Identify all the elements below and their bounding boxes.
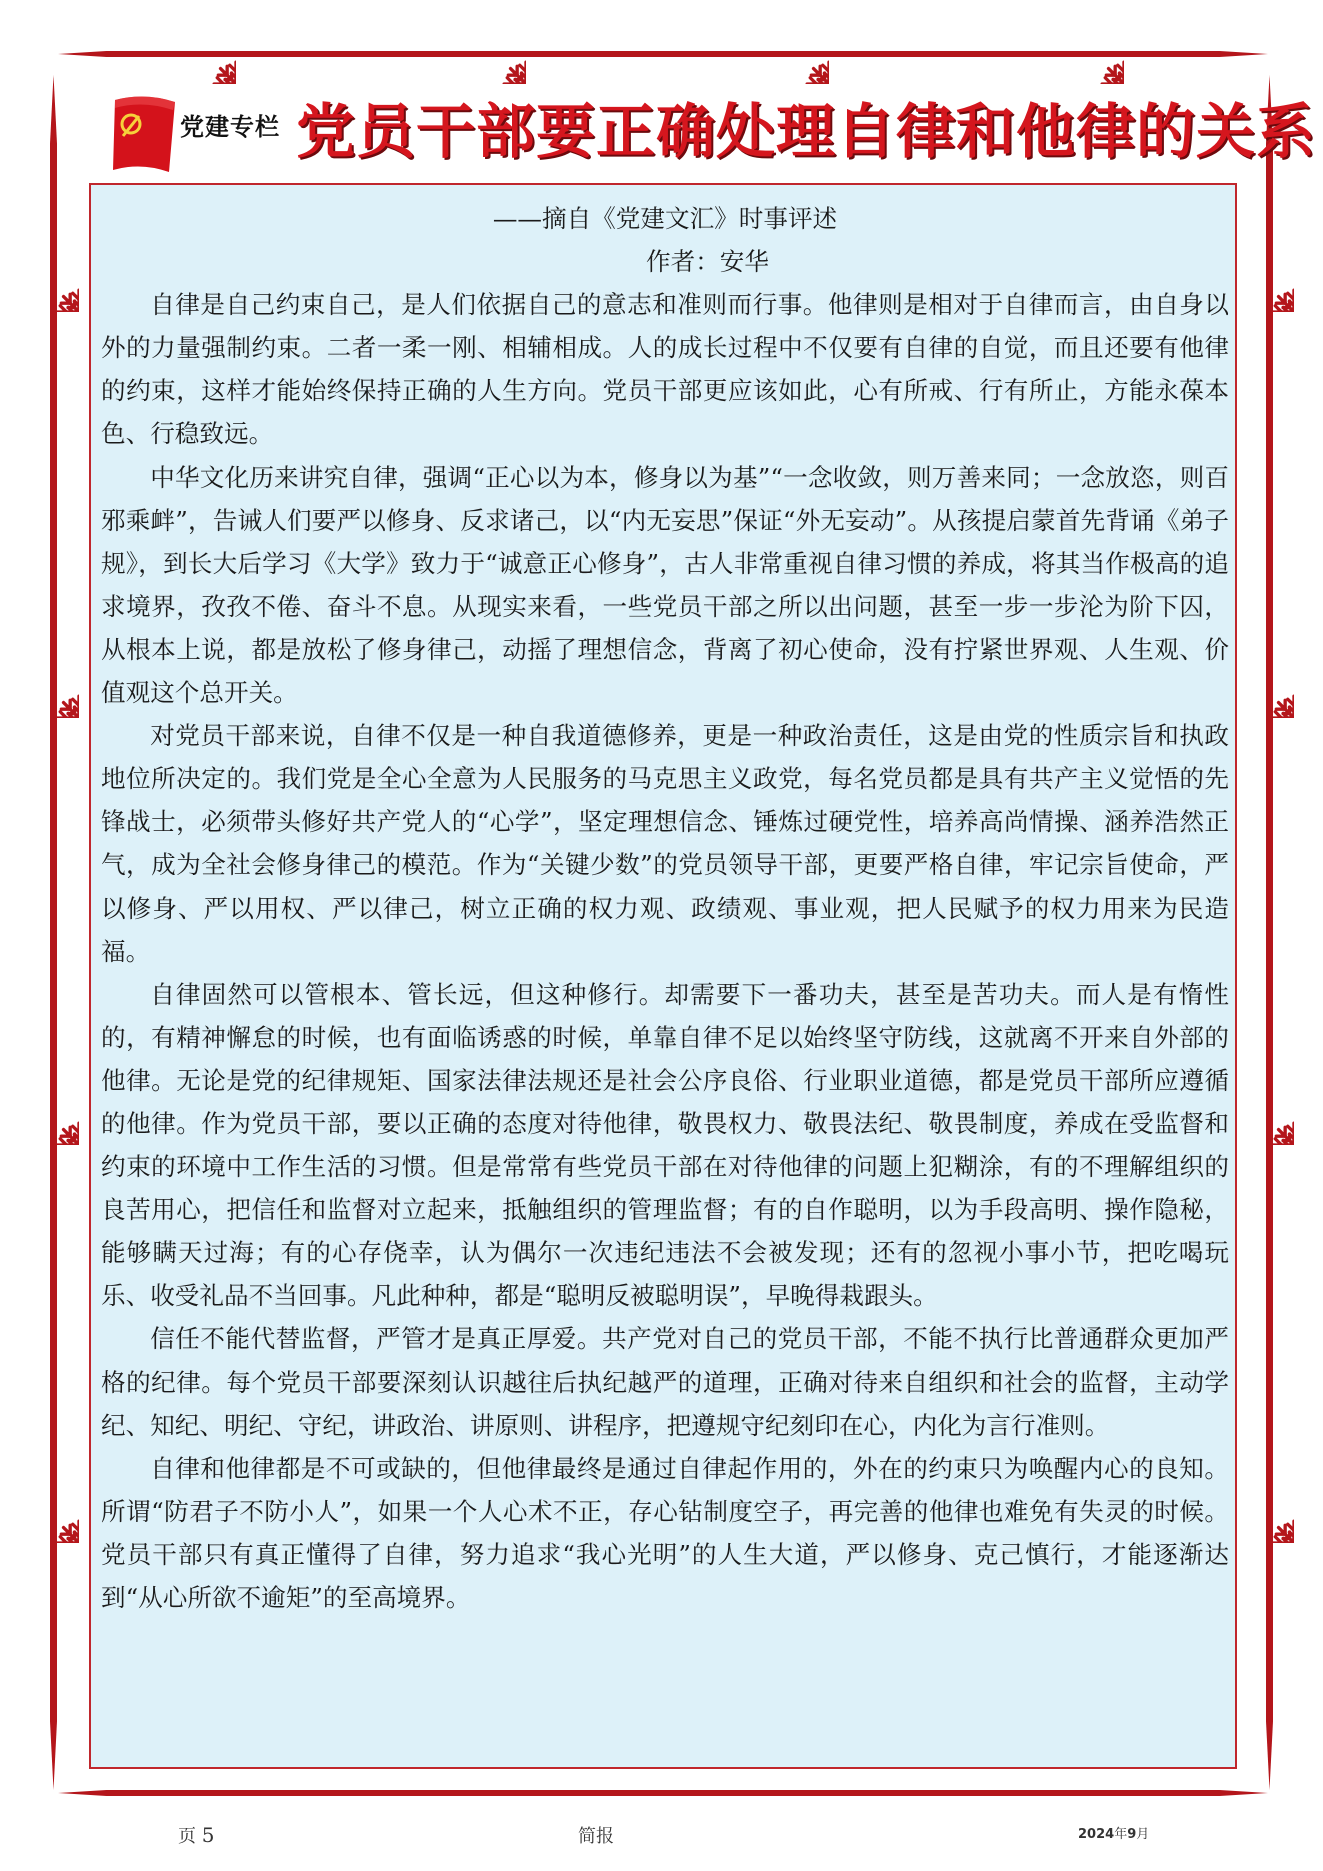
snowflake-icon xyxy=(476,34,526,84)
article-text xyxy=(101,197,1229,1619)
party-flag-icon xyxy=(105,88,185,178)
snowflake-icon xyxy=(1244,668,1294,718)
issue-date xyxy=(1078,1822,1149,1843)
snowflake-icon xyxy=(186,34,236,84)
date-year: 2024 xyxy=(1078,1827,1115,1842)
date-month: 9 xyxy=(1127,1827,1137,1842)
article-paragraph: 信任不能代替监督，严管才是真正厚爱。共产党对自己的党员干部，不能不执行比普通群众更加严格的纪律。每个党员干部要深刻认识越往后执纪越严的道理，正确对待来自组织和社会的监督，主动学纪、知纪、明纪、守纪，讲政治、讲原则、讲程序，把遵规守纪刻印在心，内化为言行准则。 xyxy=(101,1324,1229,1440)
snowflake-icon xyxy=(1244,1095,1294,1145)
article-paragraph: 自律和他律都是不可或缺的，但他律最终是通过自律起作用的，外在的约束只为唤醒内心的良知。所谓“防君子不防小人”，如果一个人心术不正，存心钻制度空子，再完善的他律也难免有失灵的时候。党员干部只有真正懂得了自律，努力追求“我心光明”的人生大道，严以修身、克己慎行，才能逐渐达到“从心所欲不逾矩”的至高境界。 xyxy=(101,1453,1229,1612)
page-title: 党员干部要正确处理自律和他律的关系 xyxy=(296,97,1317,166)
article-paragraph: 对党员干部来说，自律不仅是一种自我道德修养，更是一种政治责任，这是由党的性质宗旨和执政地位所决定的。我们党是全心全意为人民服务的马克思主义政党，每名党员都是具有共产主义觉悟的先锋战士，必须带头修好共产党人的“心学”，坚定理想信念、锤炼过硬党性，培养高尚情操、涵养浩然正气，成为全社会修身律己的模范。作为“关键少数”的党员领导干部，更要严格自律，牢记宗旨使命，严以修身、严以用权、严以律己，树立正确的权力观、政绩观、事业观，把人民赋予的权力用来为民造福。 xyxy=(101,721,1229,966)
article-paragraph: 自律是自己约束自己，是人们依据自己的意志和准则而行事。他律则是相对于自律而言，由自身以外的力量强制约束。二者一柔一刚、相辅相成。人的成长过程中不仅要有自律的自觉，而且还要有他律的约束，这样才能始终保持正确的人生方向。党员干部更应该如此，心有所戒、行有所止，方能永葆本色、行稳致远。 xyxy=(101,290,1229,449)
page-number xyxy=(178,1822,214,1848)
snowflake-icon xyxy=(29,262,79,312)
snowflake-icon xyxy=(1244,1493,1294,1543)
date-year-suffix: 年 xyxy=(1114,1827,1128,1842)
page-prefix: 页 xyxy=(178,1826,196,1847)
article-paragraph: 自律固然可以管根本、管长远，但这种修行。却需要下一番功夫，甚至是苦功夫。而人是有惰性的，有精神懈怠的时候，也有面临诱惑的时候，单靠自律不足以始终坚守防线，这就离不开来自外部的他律。无论是党的纪律规矩、国家法律法规还是社会公序良俗、行业职业道德，都是党员干部所应遵循的他律。作为党员干部，要以正确的态度对待他律，敬畏权力、敬畏法纪、敬畏制度，养成在受监督和约束的环境中工作生活的习惯。但是常常有些党员干部在对待他律的问题上犯糊涂，有的不理解组织的良苦用心，把信任和监督对立起来，抵触组织的管理监督；有的自作聪明，以为手段高明、操作隐秘，能够瞒天过海；有的心存侥幸，认为偶尔一次违纪违法不会被发现；还有的忽视小事小节，把吃喝玩乐、收受礼品不当回事。凡此种种，都是“聪明反被聪明误”，早晚得栽跟头。 xyxy=(101,979,1229,1311)
snowflake-icon xyxy=(29,1493,79,1543)
snowflake-icon xyxy=(779,34,829,84)
publication-name: 简报 xyxy=(578,1826,614,1847)
article-panel xyxy=(89,183,1237,1769)
article-paragraph: 中华文化历来讲究自律，强调“正心以为本，修身以为基”“一念收敛，则万善来同；一念放恣，则百邪乘衅”，告诫人们要严以修身、反求诸己，以“内无妄思”保证“外无妄动”。从孩提启蒙首先背诵《弟子规》，到长大后学习《大学》致力于“诚意正心修身”，古人非常重视自律习惯的养成，将其当作极高的追求境界，孜孜不倦、奋斗不息。从现实来看，一些党员干部之所以出问题，甚至一步一步沦为阶下囚，从根本上说，都是放松了修身律己，动摇了理想信念，背离了初心使命，没有拧紧世界观、人生观、价值观这个总开关。 xyxy=(101,462,1229,708)
snowflake-icon xyxy=(1244,262,1294,312)
snowflake-icon xyxy=(29,1095,79,1145)
snowflake-icon xyxy=(29,668,79,718)
column-label: 党建专栏 xyxy=(180,113,280,141)
page-number-value: 5 xyxy=(201,1823,215,1847)
article-source: ——摘自《党建文汇》时事评述 xyxy=(492,204,838,233)
snowflake-icon xyxy=(1074,34,1124,84)
bottom-border-line xyxy=(58,1790,1268,1796)
date-month-suffix: 月 xyxy=(1136,1827,1150,1842)
article-author: 作者：安华 xyxy=(646,247,769,277)
